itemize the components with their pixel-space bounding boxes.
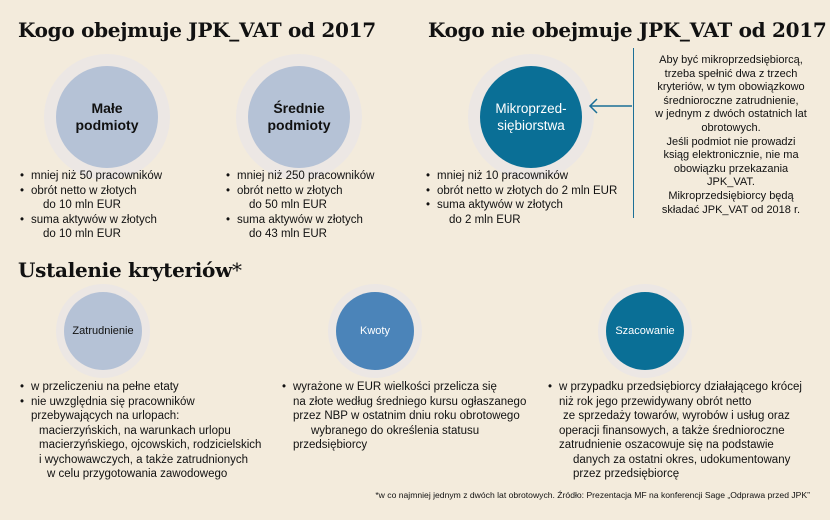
amounts-criteria <box>282 380 526 453</box>
employment-criteria <box>20 380 261 482</box>
footnote-source: *w co najmniej jednym z dwóch lat obrotowych. Źródło: Prezentacja MF na konferencji Sage „Odprawa przed JPK” <box>375 490 810 500</box>
estimation-criteria <box>548 380 802 482</box>
list-item: • obrót netto w złotych do 10 mln EUR <box>20 184 162 213</box>
medium-entities-label-1: Średnie <box>273 100 325 116</box>
list-item: • suma aktywów w złotych do 43 mln EUR <box>226 213 374 242</box>
estimation-label: Szacowanie <box>615 325 675 337</box>
left-section-title: Kogo obejmuje JPK_VAT od 2017 <box>18 18 376 42</box>
list-item: • w przeliczeniu na pełne etaty <box>20 380 261 395</box>
criteria-title: Ustalenie kryteriów* <box>18 258 242 282</box>
medium-entities-label-2: podmioty <box>267 117 331 133</box>
micro-entities-note: Aby być mikroprzedsiębiorcą, trzeba spełnić dwa z trzech kryteriów, w tym obowiązkowo średnioroczne zatrudnienie, w jednym z dwóch ostatnich lat obrotowych. Jeśli podmiot nie prowadzi ksiąg elektronicznie, nie ma obowiązku przekazania JPK_VAT. Mikroprzedsiębiorcy będą składać JPK_VAT od 2018 r. <box>655 54 807 216</box>
list-item: • obrót netto w złotych do 2 mln EUR <box>426 184 617 199</box>
note-divider <box>633 48 634 218</box>
list-item: • wyrażone w EUR wielkości przelicza się na złote według średniego kursu ogłaszanego przez NBP w ostatnim dniu roku obrotowego wybranego do określenia statusu przedsiębiorcy <box>282 380 526 453</box>
employment-circle <box>64 292 142 370</box>
small-entities-circle <box>56 66 158 168</box>
micro-entities-criteria <box>426 169 617 227</box>
list-item: • w przypadku przedsiębiorcy działającego krócej niż rok jego przewidywany obrót netto ze sprzedaży towarów, wyrobów i usług oraz operacji finansowych, a także średnioroczne zatrudnienie oszacowuje się na podstawie danych za ostatni okres, udokumentowany przez przedsiębiorcę <box>548 380 802 482</box>
medium-entities-criteria <box>226 169 374 242</box>
micro-entities-circle <box>480 66 582 168</box>
small-entities-label-2: podmioty <box>75 117 139 133</box>
amounts-circle <box>336 292 414 370</box>
list-item: • mniej niż 250 pracowników <box>226 169 374 184</box>
list-item: • suma aktywów w złotych do 10 mln EUR <box>20 213 162 242</box>
arrow-left-icon <box>586 96 634 116</box>
small-entities-label-1: Małe <box>91 100 123 116</box>
medium-entities-circle <box>248 66 350 168</box>
micro-entities-label-1: Mikroprzed- <box>495 101 567 116</box>
list-item: • nie uwzględnia się pracowników przebywających na urlopach: macierzyńskich, na warunkach urlopu macierzyńskiego, ojcowskich, rodzicielskich i wychowawczych, a także zatrudnionych w celu przygotowania zawodowego <box>20 395 261 482</box>
amounts-label: Kwoty <box>360 325 390 337</box>
list-item: • mniej niż 10 pracowników <box>426 169 617 184</box>
list-item: • obrót netto w złotych do 50 mln EUR <box>226 184 374 213</box>
list-item: • suma aktywów w złotych do 2 mln EUR <box>426 198 617 227</box>
small-entities-criteria <box>20 169 162 242</box>
list-item: • mniej niż 50 pracowników <box>20 169 162 184</box>
employment-label: Zatrudnienie <box>72 325 134 337</box>
micro-entities-label-2: siębiorstwa <box>497 118 565 133</box>
right-section-title: Kogo nie obejmuje JPK_VAT od 2017 <box>428 18 827 42</box>
estimation-circle <box>606 292 684 370</box>
